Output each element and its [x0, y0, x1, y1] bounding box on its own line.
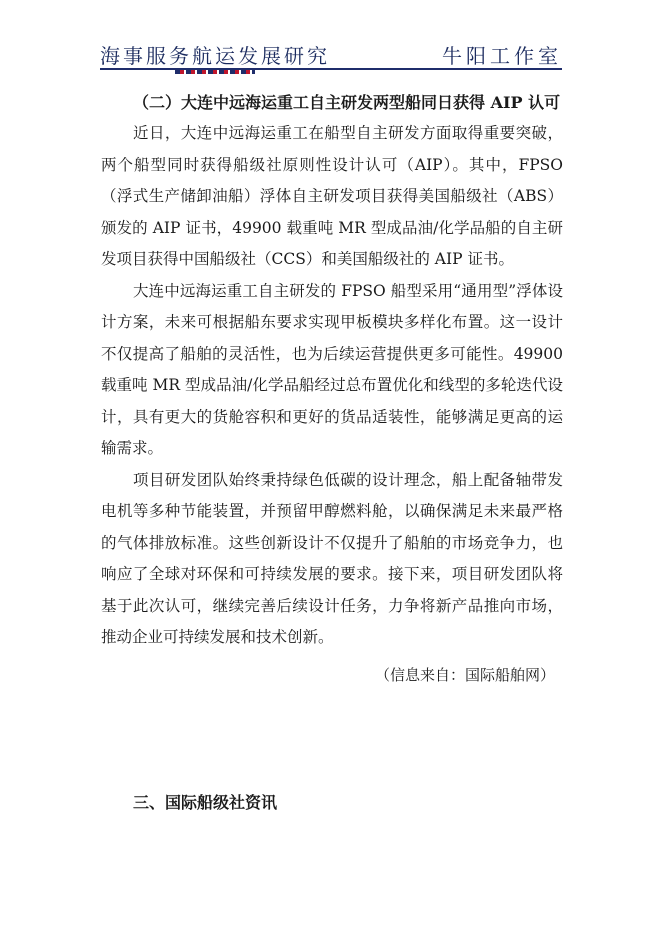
article-paragraph-1: 近日，大连中远海运重工在船型自主研发方面取得重要突破，两个船型同时获得船级社原则性设计认可（AIP）。其中，FPSO（浮式生产储卸油船）浮体自主研发项目获得美国船级社（ABS）颁发的 AIP 证书，49900 载重吨 MR 型成品油/化学品船的自主研发项目获得中国船级社（CCS）和美国船级社的 AIP 证书。: [101, 124, 563, 268]
article-body: [101, 88, 563, 690]
article-paragraph-3: 项目研发团队始终秉持绿色低碳的设计理念，船上配备轴带发电机等多种节能装置，并预留甲醇燃料舱，以确保满足未来最严格的气体排放标准。这些创新设计不仅提升了船舶的市场竞争力，也响应了全球对环保和可持续发展的要求。接下来，项目研发团队将基于此次认可，继续完善后续设计任务，力争将新产品推向市场，推动企业可持续发展和技术创新。: [101, 470, 563, 646]
article-heading: （二）大连中远海运重工自主研发两型船同日获得 AIP 认可: [133, 93, 561, 112]
header-stripe-decoration: [175, 70, 255, 74]
article-paragraph-2: 大连中远海运重工自主研发的 FPSO 船型采用“通用型”浮体设计方案，未来可根据船东要求实现甲板模块多样化布置。这一设计不仅提高了船舶的灵活性，也为后续运营提供更多可能性。49900 载重吨 MR 型成品油/化学品船经过总布置优化和线型的多轮迭代设计，具有更大的货舱容积和更好的货品适装性，能够满足更高的运输需求。: [101, 281, 563, 457]
section-heading: 三、国际船级社资讯: [133, 793, 278, 812]
header-studio-name: 牛阳工作室: [442, 44, 562, 68]
header-publication-title: 海事服务航运发展研究: [100, 44, 330, 68]
page-header: [100, 40, 562, 70]
article-source: （信息来自：国际船舶网）: [374, 665, 555, 684]
header-divider: [100, 68, 562, 70]
